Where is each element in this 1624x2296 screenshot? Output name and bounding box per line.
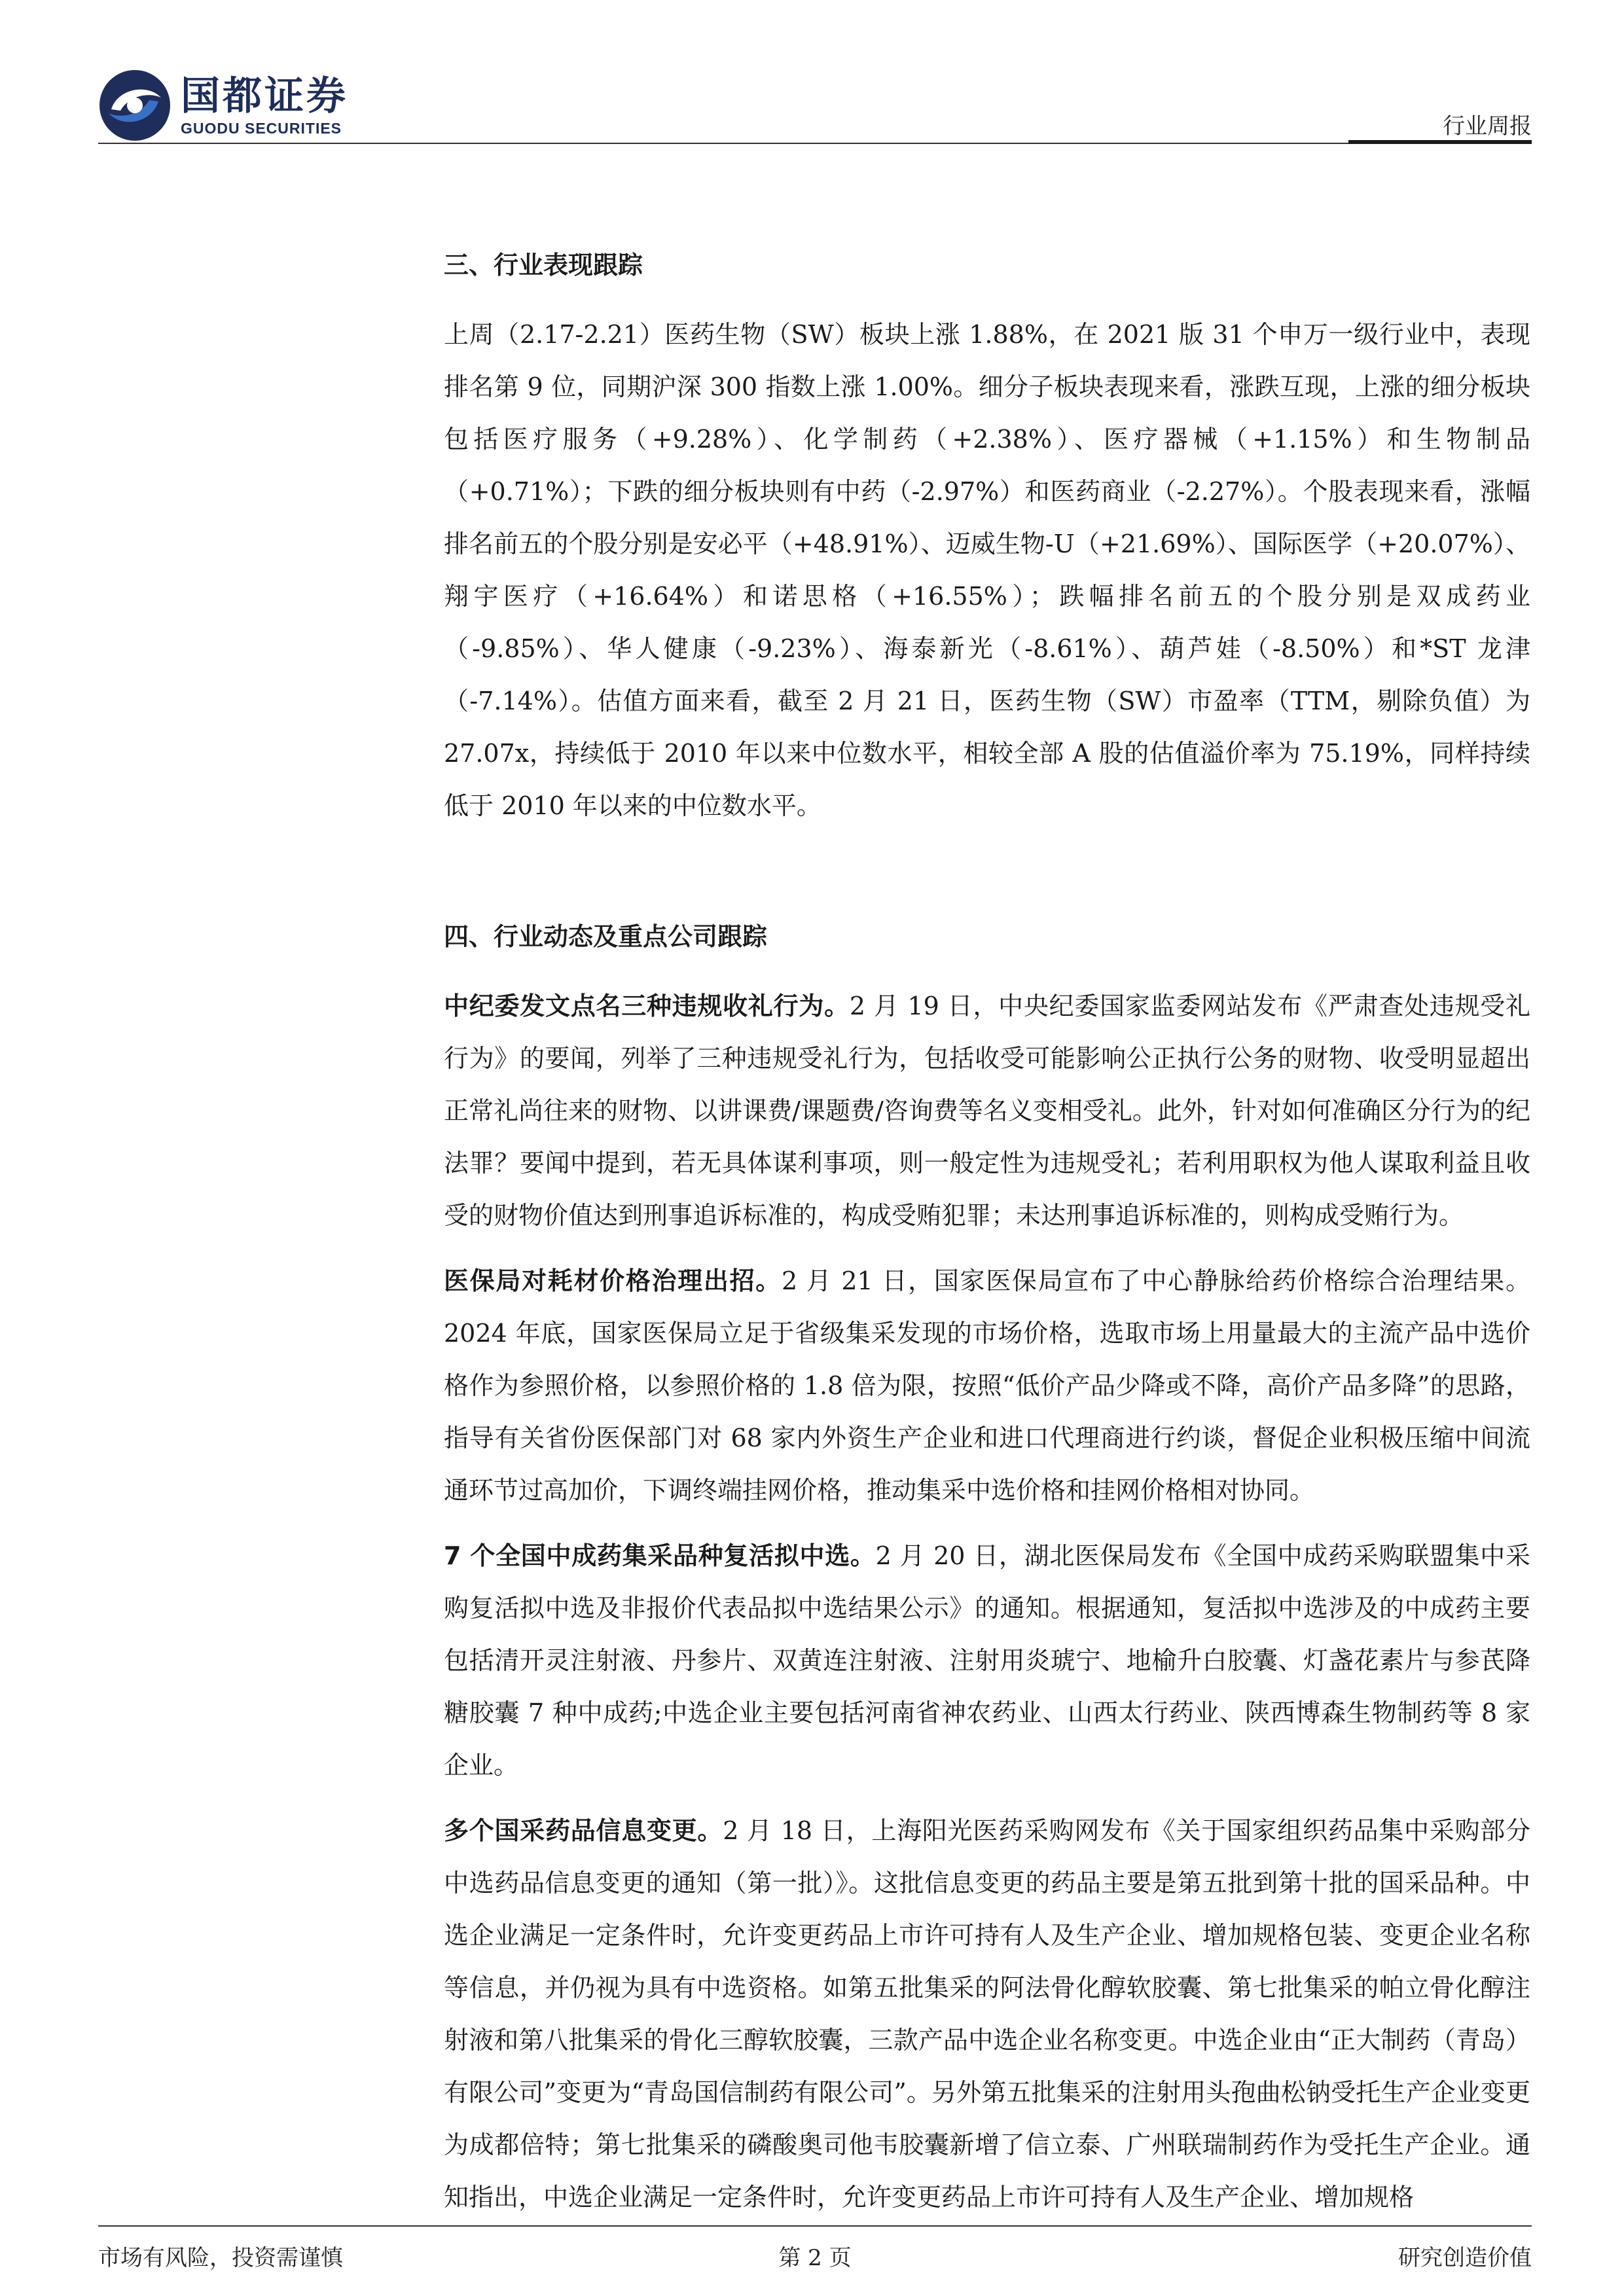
footer-divider	[98, 2225, 1532, 2227]
news-item-headline: 7 个全国中成药集采品种复活拟中选。	[444, 1541, 876, 1570]
footer-slogan: 研究创造价值	[1398, 2245, 1532, 2271]
news-item-body: 2 月 21 日，国家医保局宣布了中心静脉给药价格综合治理结果。2024 年底，国家医保局立足于省级集采发现的市场价格，选取市场上用量最大的主流产品中选价格作为参照价格，以参照价格的 1.8 倍为限，按照“低价产品少降或不降，高价产品多降”的思路，指导有关省份医保部门对 68 家内外资生产企业和进口代理商进行约谈，督促企业积极压缩中间流通环节过高加价，下调终端挂网价格，推动集采中选价格和挂网价格相对协同。	[444, 1266, 1530, 1505]
news-item	[444, 1255, 1530, 1516]
header-divider	[98, 143, 1532, 144]
news-item-body: 2 月 18 日，上海阳光医药采购网发布《关于国家组织药品集中采购部分中选药品信息变更的通知（第一批）》。这批信息变更的药品主要是第五批到第十批的国采品种。中选企业满足一定条件时，允许变更药品上市许可持有人及生产企业、增加规格包装、变更企业名称等信息，并仍视为具有中选资格。如第五批集采的阿法骨化醇软胶囊、第七批集采的帕立骨化醇注射液和第八批集采的骨化三醇软胶囊，三款产品中选企业名称变更。中选企业由“正大制药（青岛）有限公司”变更为“青岛国信制药有限公司”。另外第五批集采的注射用头孢曲松钠受托生产企业变更为成都倍特；第七批集采的磷酸奥司他韦胶囊新增了信立泰、广州联瑞制药作为受托生产企业。通知指出，中选企业满足一定条件时，允许变更药品上市许可持有人及生产企业、增加规格	[444, 1816, 1530, 2212]
news-item	[444, 980, 1530, 1242]
logo-chinese-name: 国都证券	[181, 73, 348, 119]
risk-disclaimer: 市场有风险，投资需谨慎	[98, 2245, 343, 2271]
section-4-title: 四、行业动态及重点公司跟踪	[444, 922, 768, 951]
page-footer	[98, 2240, 1532, 2272]
header-divider-accent	[1348, 140, 1532, 144]
news-item-body: 2 月 20 日，湖北医保局发布《全国中成药采购联盟集中采购复活拟中选及非报价代表品拟中选结果公示》的通知。根据通知，复活拟中选涉及的中成药主要包括清开灵注射液、丹参片、双黄连注射液、注射用炎琥宁、地榆升白胶囊、灯盏花素片与参芪降糖胶囊 7 种中成药;中选企业主要包括河南省神农药业、山西太行药业、陕西博森生物制药等 8 家企业。	[444, 1541, 1530, 1780]
news-item	[444, 1804, 1530, 2223]
report-body	[444, 245, 1530, 2223]
page-number: 第 2 页	[778, 2245, 852, 2271]
news-item-headline: 医保局对耗材价格治理出招。	[444, 1266, 782, 1295]
news-item	[444, 1530, 1530, 1791]
report-type-label: 行业周报	[1443, 113, 1532, 139]
brand-logo	[98, 69, 348, 142]
news-item-headline: 中纪委发文点名三种违规收礼行为。	[444, 992, 850, 1020]
news-item-headline: 多个国采药品信息变更。	[444, 1816, 723, 1845]
logo-english-name: GUODU SECURITIES	[181, 120, 342, 137]
page-header	[98, 62, 1532, 147]
news-item-body: 2 月 19 日，中央纪委国家监委网站发布《严肃查处违规受礼行为》的要闻，列举了三种违规受礼行为，包括收受可能影响公正执行公务的财物、收受明显超出正常礼尚往来的财物、以讲课费/课题费/咨询费等名义变相受礼。此外，针对如何准确区分行为的纪法罪？要闻中提到，若无具体谋利事项，则一般定性为违规受礼；若利用职权为他人谋取利益且收受的财物价值达到刑事追诉标准的，构成受贿犯罪；未达刑事追诉标准的，则构成受贿行为。	[444, 992, 1530, 1230]
section-3-paragraph: 上周（2.17-2.21）医药生物（SW）板块上涨 1.88%，在 2021 版 31 个申万一级行业中，表现排名第 9 位，同期沪深 300 指数上涨 1.00%。细分子板块表现来看，涨跌互现，上涨的细分板块包括医疗服务（+9.28%）、化学制药（+2.38%）、医疗器械（+1.15%）和生物制品（+0.71%）；下跌的细分板块则有中药（-2.97%）和医药商业（-2.27%）。个股表现来看，涨幅排名前五的个股分别是安必平（+48.91%）、迈威生物-U（+21.69%）、国际医学（+20.07%）、翔宇医疗（+16.64%）和诺思格（+16.55%）；跌幅排名前五的个股分别是双成药业（-9.85%）、华人健康（-9.23%）、海泰新光（-8.61%）、葫芦娃（-8.50%）和*ST 龙津（-7.14%）。估值方面来看，截至 2 月 21 日，医药生物（SW）市盈率（TTM，剔除负值）为 27.07x，持续低于 2010 年以来中位数水平，相较全部 A 股的估值溢价率为 75.19%，同样持续低于 2010 年以来的中位数水平。	[444, 320, 1530, 820]
guodu-logo-icon	[98, 69, 171, 142]
section-3-title: 三、行业表现跟踪	[444, 251, 643, 279]
